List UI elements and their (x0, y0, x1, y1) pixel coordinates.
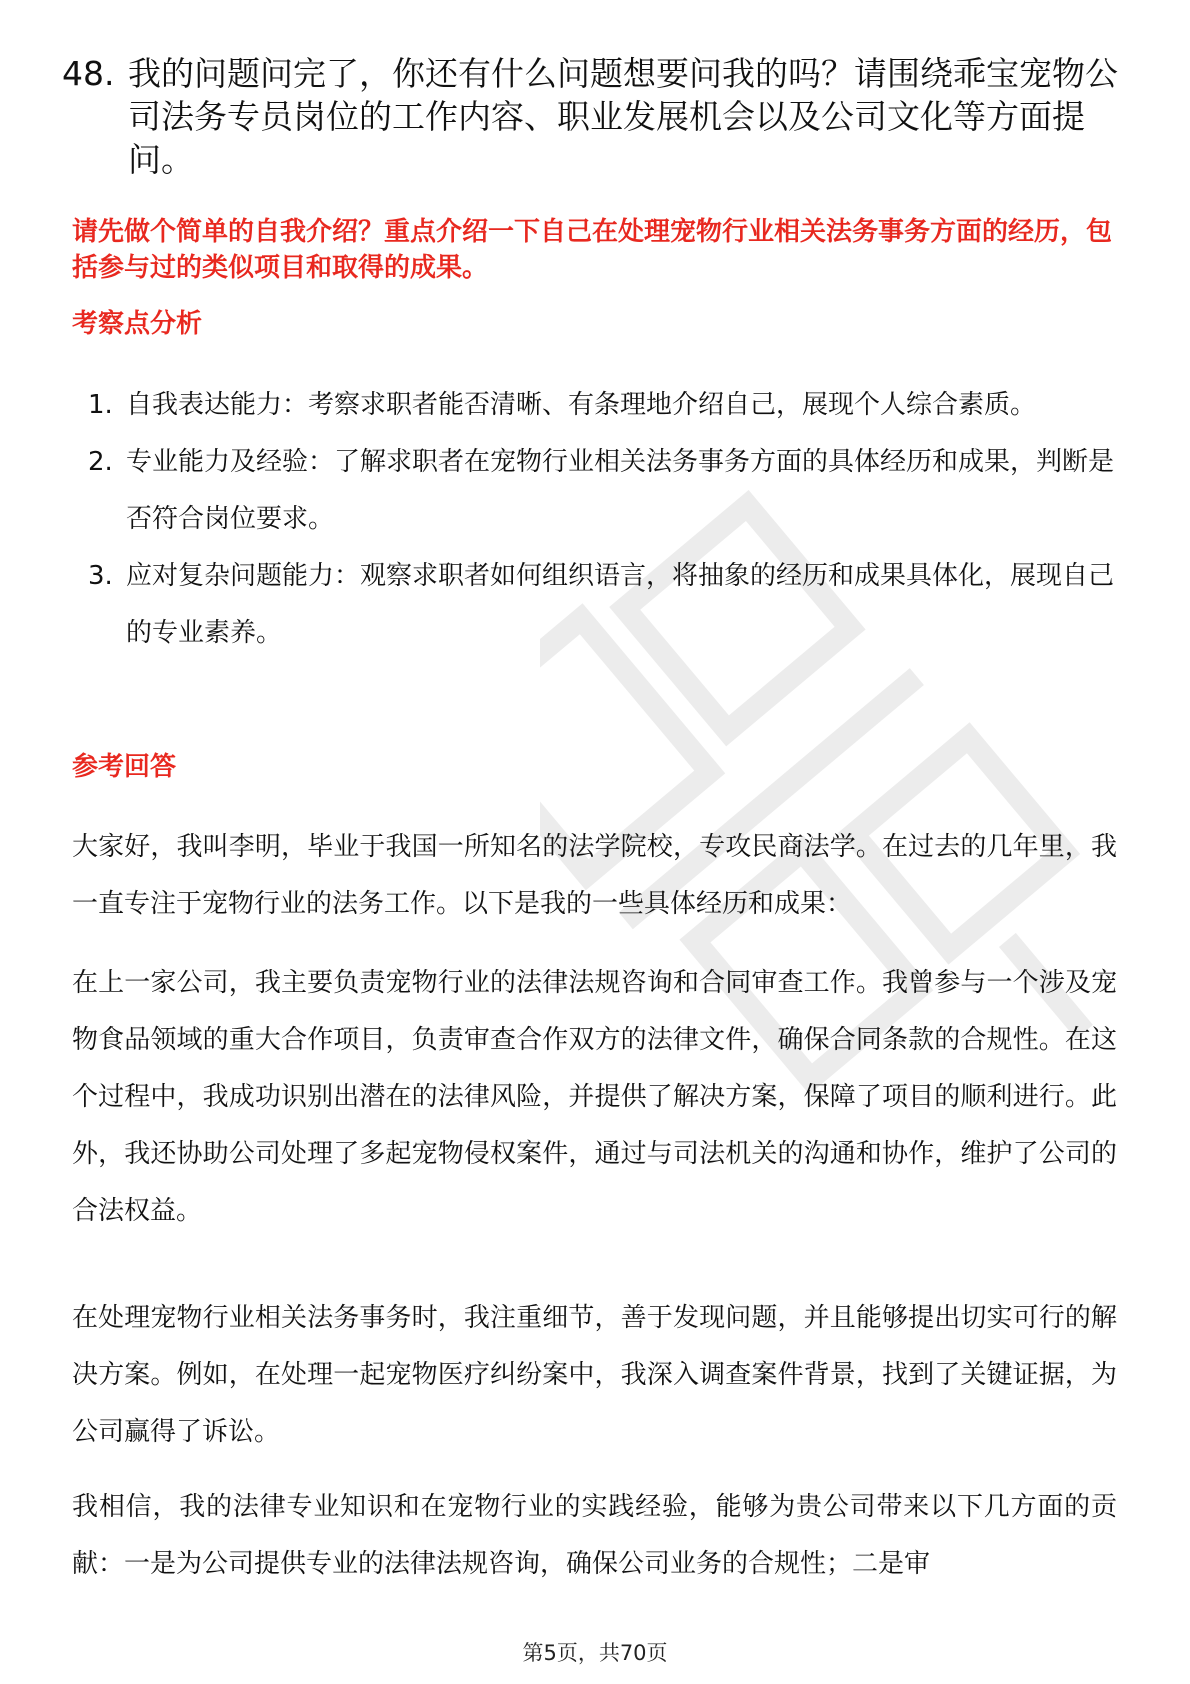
list-item (88, 548, 1128, 662)
list-item-index: 1. (88, 390, 113, 420)
analysis-heading: 考察点分析 (72, 309, 203, 339)
list-item-text: 专业能力及经验：了解求职者在宠物行业相关法务事务方面的具体经历和成果，判断是否符合岗位要求。 (126, 447, 1115, 534)
list-item (88, 377, 1128, 434)
sub-question: 请先做个简单的自我介绍？重点介绍一下自己在处理宠物行业相关法务事务方面的经历，包括参与过的类似项目和取得的成果。 (72, 217, 1113, 283)
question-number: 48. (62, 54, 115, 93)
question-block (62, 52, 1122, 179)
answer-paragraph: 在处理宠物行业相关法务事务时，我注重细节，善于发现问题，并且能够提出切实可行的解决方案。例如，在处理一起宠物医疗纠纷案中，我深入调查案件背景，找到了关键证据，为公司赢得了诉讼。 (72, 1303, 1117, 1447)
question-text: 我的问题问完了，你还有什么问题想要问我的吗？请围绕乖宝宠物公司法务专员岗位的工作内容、职业发展机会以及公司文化等方面提问。 (128, 54, 1118, 179)
list-item-index: 2. (88, 447, 113, 477)
answer-paragraph: 大家好，我叫李明，毕业于我国一所知名的法学院校，专攻民商法学。在过去的几年里，我一直专注于宠物行业的法务工作。以下是我的一些具体经历和成果： (72, 832, 1117, 919)
answer-paragraph: 在上一家公司，我主要负责宠物行业的法律法规咨询和合同审查工作。我曾参与一个涉及宠物食品领域的重大合作项目，负责审查合作双方的法律文件，确保合同条款的合规性。在这个过程中，我成功识别出潜在的法律风险，并提供了解决方案，保障了项目的顺利进行。此外，我还协助公司处理了多起宠物侵权案件，通过与司法机关的沟通和协作，维护了公司的合法权益。 (72, 968, 1117, 1226)
list-item-index: 3. (88, 561, 113, 591)
analysis-list (88, 377, 1128, 662)
list-item-text: 应对复杂问题能力：观察求职者如何组织语言，将抽象的经历和成果具体化，展现自己的专业素养。 (126, 561, 1115, 648)
list-item (88, 434, 1128, 548)
page-number: 第5页，共70页 (522, 1641, 668, 1665)
answer-paragraph: 我相信，我的法律专业知识和在宠物行业的实践经验，能够为贵公司带来以下几方面的贡献：一是为公司提供专业的法律法规咨询，确保公司业务的合规性；二是审 (72, 1492, 1117, 1579)
list-item-text: 自我表达能力：考察求职者能否清晰、有条理地介绍自己，展现个人综合素质。 (126, 390, 1037, 420)
answer-heading: 参考回答 (72, 752, 177, 782)
